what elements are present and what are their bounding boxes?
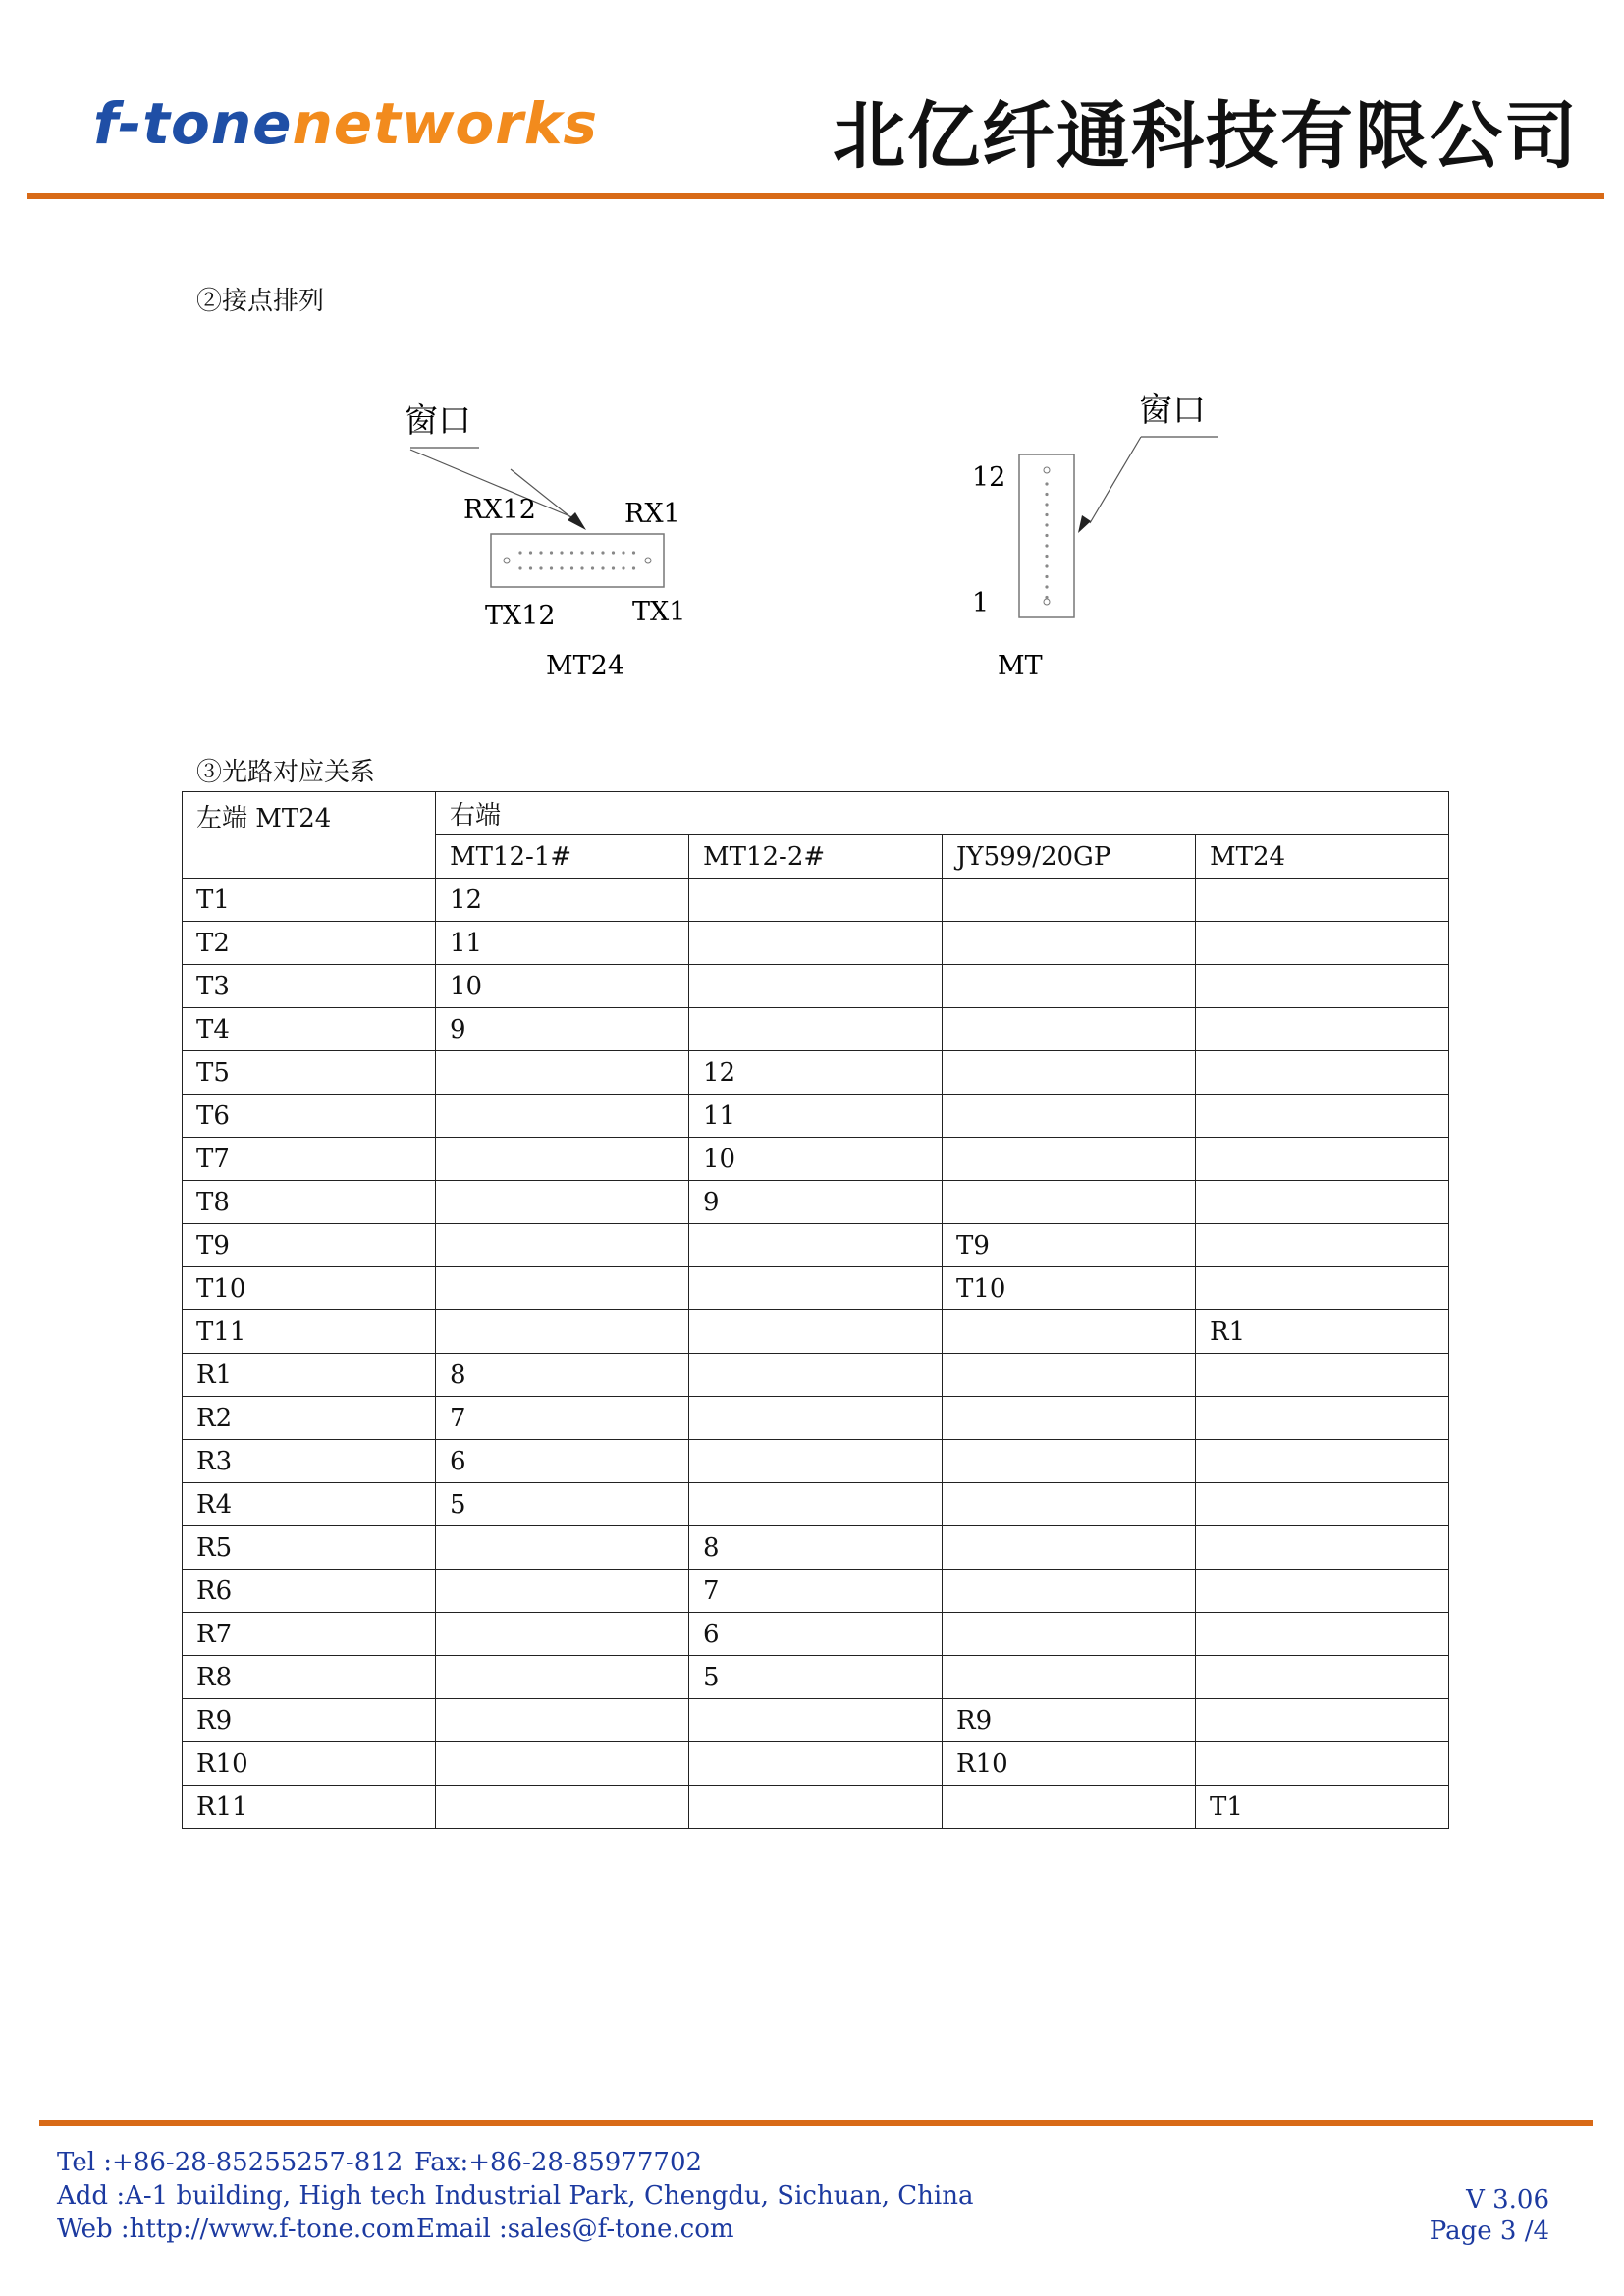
table-cell-mt12-2 [689, 1397, 943, 1440]
footer-divider [39, 2120, 1593, 2126]
table-cell-left: T1 [183, 879, 436, 922]
table-cell-mt24 [1196, 1224, 1449, 1267]
table-cell-mt12-1 [436, 1742, 689, 1786]
table-cell-mt24 [1196, 879, 1449, 922]
table-cell-mt24 [1196, 1181, 1449, 1224]
mt-fiber-dot [1045, 534, 1048, 537]
optical-mapping-table [182, 791, 1449, 1829]
table-cell-left: R1 [183, 1354, 436, 1397]
mt24-fiber-dot [632, 551, 635, 554]
table-cell-left: T2 [183, 922, 436, 965]
table-row [183, 1354, 1449, 1397]
table-cell-mt12-1 [436, 1570, 689, 1613]
table-row [183, 879, 1449, 922]
mt24-label-tx12: TX12 [485, 601, 556, 631]
table-row [183, 1613, 1449, 1656]
table-cell-mt24 [1196, 1656, 1449, 1699]
table-cell-mt24 [1196, 1440, 1449, 1483]
mt24-fiber-dot [622, 566, 624, 569]
table-cell-left: R5 [183, 1526, 436, 1570]
table-cell-mt12-1: 6 [436, 1440, 689, 1483]
mt24-fiber-dot [591, 566, 594, 569]
table-cell-left: T5 [183, 1051, 436, 1095]
mt24-name-label: MT24 [546, 651, 625, 681]
mt-window-leader [1090, 437, 1141, 523]
mt-fiber-dot [1045, 493, 1048, 496]
mt24-connector-diagram [393, 383, 717, 697]
mt-fiber-dot [1045, 575, 1048, 578]
table-cell-mt12-1: 9 [436, 1008, 689, 1051]
table-row [183, 1138, 1449, 1181]
mt24-fiber-dot [580, 551, 583, 554]
table-row [183, 1181, 1449, 1224]
table-row [183, 1267, 1449, 1310]
mt24-fiber-dot [560, 551, 563, 554]
mt24-label-rx1: RX1 [624, 499, 680, 529]
mt24-fiber-dot [601, 551, 604, 554]
table-cell-mt12-2 [689, 1440, 943, 1483]
column-header-jy599: JY599/20GP [943, 835, 1196, 879]
mt-fiber-dot [1045, 564, 1048, 567]
table-row [183, 1570, 1449, 1613]
table-row [183, 1786, 1449, 1829]
table-cell-mt12-1 [436, 1267, 689, 1310]
table-row [183, 1224, 1449, 1267]
table-row [183, 922, 1449, 965]
table-row [183, 1440, 1449, 1483]
table-cell-mt12-1 [436, 1181, 689, 1224]
section-title-optical-mapping: ③光路对应关系 [196, 758, 376, 787]
table-cell-jy599 [943, 1570, 1196, 1613]
table-row [183, 1526, 1449, 1570]
mt-fiber-dot [1045, 503, 1048, 506]
table-row [183, 1483, 1449, 1526]
table-cell-jy599 [943, 1181, 1196, 1224]
table-cell-mt24 [1196, 1613, 1449, 1656]
table-cell-jy599 [943, 1656, 1196, 1699]
company-name: 北亿纤通科技有限公司 [833, 94, 1579, 179]
table-cell-jy599 [943, 1310, 1196, 1354]
table-cell-left: R2 [183, 1397, 436, 1440]
mt24-fiber-dot [580, 566, 583, 569]
logo-text-ftone: f-tone [93, 90, 293, 157]
mt24-fiber-dot [529, 566, 532, 569]
table-cell-jy599 [943, 922, 1196, 965]
table-row [183, 1008, 1449, 1051]
table-cell-mt24: R1 [1196, 1310, 1449, 1354]
table-cell-left: R7 [183, 1613, 436, 1656]
table-cell-left: R3 [183, 1440, 436, 1483]
table-cell-mt12-2: 12 [689, 1051, 943, 1095]
table-cell-left: R11 [183, 1786, 436, 1829]
mt-connector-diagram [943, 378, 1237, 692]
table-cell-mt12-1 [436, 1656, 689, 1699]
mt-window-label: 窗口 [1139, 391, 1206, 430]
mt24-fiber-dot [560, 566, 563, 569]
table-cell-mt12-2: 11 [689, 1095, 943, 1138]
mt24-fiber-dot [591, 551, 594, 554]
table-row [183, 1051, 1449, 1095]
mt24-label-rx12: RX12 [463, 495, 536, 525]
table-cell-mt24 [1196, 1570, 1449, 1613]
logo-text-networks: networks [292, 90, 598, 157]
mt-pin-label-top: 12 [972, 462, 1006, 493]
mt24-fiber-dot [570, 566, 573, 569]
table-cell-left: T4 [183, 1008, 436, 1051]
section-title-pin-arrangement: ②接点排列 [196, 287, 325, 316]
table-cell-mt12-1: 5 [436, 1483, 689, 1526]
table-cell-mt24: T1 [1196, 1786, 1449, 1829]
footer-version: V 3.06 [1466, 2185, 1549, 2215]
table-cell-left: R8 [183, 1656, 436, 1699]
table-row [183, 1742, 1449, 1786]
mt24-arrow-icon [568, 512, 586, 530]
column-header-mt12-2: MT12-2# [689, 835, 943, 879]
table-cell-mt12-2 [689, 1267, 943, 1310]
table-cell-mt12-1: 7 [436, 1397, 689, 1440]
table-cell-mt12-1: 8 [436, 1354, 689, 1397]
table-cell-mt12-2: 8 [689, 1526, 943, 1570]
table-cell-mt24 [1196, 965, 1449, 1008]
right-end-header: 右端 [436, 792, 1449, 835]
mt24-fiber-dot [539, 551, 542, 554]
table-cell-mt12-2: 9 [689, 1181, 943, 1224]
mt24-fiber-dot [601, 566, 604, 569]
table-cell-jy599 [943, 1354, 1196, 1397]
table-cell-mt12-2 [689, 1483, 943, 1526]
header-divider [27, 193, 1604, 199]
table-row [183, 1095, 1449, 1138]
footer-website-link[interactable]: Web :http://www.f-tone.com [57, 2215, 416, 2244]
table-cell-jy599: R10 [943, 1742, 1196, 1786]
table-cell-mt24 [1196, 1742, 1449, 1786]
mt-fiber-dot [1045, 482, 1048, 485]
table-cell-mt12-2 [689, 922, 943, 965]
table-cell-mt12-1 [436, 1786, 689, 1829]
table-cell-mt12-2 [689, 1008, 943, 1051]
table-cell-jy599 [943, 1138, 1196, 1181]
mt-fiber-dot [1045, 585, 1048, 588]
footer-fax: Fax:+86-28-85977702 [414, 2148, 703, 2177]
table-cell-mt24 [1196, 1051, 1449, 1095]
table-cell-mt12-2 [689, 1742, 943, 1786]
table-cell-mt12-1 [436, 1613, 689, 1656]
mt24-fiber-dot [612, 566, 615, 569]
left-end-header: 左端 MT24 [183, 792, 436, 879]
table-cell-left: R4 [183, 1483, 436, 1526]
table-cell-jy599 [943, 1786, 1196, 1829]
footer-email-link[interactable]: Email :sales@f-tone.com [416, 2215, 734, 2244]
table-cell-mt24 [1196, 1483, 1449, 1526]
table-cell-mt24 [1196, 1008, 1449, 1051]
table-cell-mt12-2: 10 [689, 1138, 943, 1181]
table-cell-mt24 [1196, 1526, 1449, 1570]
mt24-window-label: 窗口 [405, 401, 471, 441]
mt24-fiber-dot [550, 566, 553, 569]
table-cell-left: R10 [183, 1742, 436, 1786]
footer-page-number: Page 3 /4 [1429, 2216, 1549, 2246]
table-row [183, 965, 1449, 1008]
mt-name-label: MT [998, 651, 1043, 681]
table-cell-mt12-1: 10 [436, 965, 689, 1008]
mt-fiber-dot [1045, 523, 1048, 526]
table-cell-jy599 [943, 1095, 1196, 1138]
footer-address: Add :A-1 building, High tech Industrial Park, Chengdu, Sichuan, China [57, 2181, 974, 2211]
table-cell-mt12-1 [436, 1051, 689, 1095]
table-cell-mt12-1: 11 [436, 922, 689, 965]
mt24-fiber-dot [612, 551, 615, 554]
table-cell-mt12-2 [689, 1224, 943, 1267]
table-cell-mt12-1 [436, 1138, 689, 1181]
table-cell-left: R6 [183, 1570, 436, 1613]
table-cell-jy599: T10 [943, 1267, 1196, 1310]
table-cell-mt24 [1196, 1267, 1449, 1310]
mt24-fiber-dot [632, 566, 635, 569]
table-cell-jy599 [943, 1008, 1196, 1051]
mt24-fiber-dot [518, 566, 521, 569]
mt24-fiber-dot [550, 551, 553, 554]
table-row [183, 1699, 1449, 1742]
table-cell-mt12-1 [436, 1310, 689, 1354]
footer-tel: Tel :+86-28-85255257-812 [57, 2148, 404, 2177]
mt-fiber-dot [1045, 596, 1048, 599]
table-cell-jy599: T9 [943, 1224, 1196, 1267]
company-logo [93, 90, 598, 157]
table-cell-mt12-2 [689, 1699, 943, 1742]
table-cell-mt24 [1196, 1138, 1449, 1181]
table-cell-left: T10 [183, 1267, 436, 1310]
table-cell-mt24 [1196, 1095, 1449, 1138]
mt-fiber-dot [1045, 513, 1048, 516]
table-cell-left: T11 [183, 1310, 436, 1354]
table-cell-mt12-2 [689, 1786, 943, 1829]
table-cell-jy599 [943, 1051, 1196, 1095]
mt-fiber-dot [1045, 555, 1048, 558]
column-header-mt24: MT24 [1196, 835, 1449, 879]
table-row [183, 1397, 1449, 1440]
table-cell-jy599 [943, 1440, 1196, 1483]
mt24-fiber-dot [539, 566, 542, 569]
table-cell-left: R9 [183, 1699, 436, 1742]
mt24-fiber-dot [529, 551, 532, 554]
mt-pin-label-bottom: 1 [972, 588, 990, 618]
table-cell-mt12-1: 12 [436, 879, 689, 922]
column-header-mt12-1: MT12-1# [436, 835, 689, 879]
table-cell-mt24 [1196, 922, 1449, 965]
table-cell-jy599 [943, 1526, 1196, 1570]
table-cell-left: T8 [183, 1181, 436, 1224]
table-cell-jy599 [943, 965, 1196, 1008]
table-cell-left: T3 [183, 965, 436, 1008]
table-cell-left: T7 [183, 1138, 436, 1181]
table-cell-mt12-2: 6 [689, 1613, 943, 1656]
table-cell-left: T6 [183, 1095, 436, 1138]
table-cell-mt24 [1196, 1397, 1449, 1440]
table-cell-jy599 [943, 1613, 1196, 1656]
table-row [183, 1656, 1449, 1699]
table-cell-mt12-1 [436, 1526, 689, 1570]
table-cell-jy599 [943, 879, 1196, 922]
mt24-label-tx1: TX1 [632, 597, 686, 627]
mt24-fiber-dot [570, 551, 573, 554]
mt24-fiber-dot [622, 551, 624, 554]
table-cell-jy599 [943, 1397, 1196, 1440]
mt24-fiber-dot [518, 551, 521, 554]
table-cell-mt12-1 [436, 1095, 689, 1138]
table-cell-left: T9 [183, 1224, 436, 1267]
table-cell-mt12-2 [689, 879, 943, 922]
table-row [183, 1310, 1449, 1354]
table-cell-jy599 [943, 1483, 1196, 1526]
table-cell-mt12-2: 5 [689, 1656, 943, 1699]
table-cell-jy599: R9 [943, 1699, 1196, 1742]
table-cell-mt24 [1196, 1699, 1449, 1742]
table-cell-mt12-1 [436, 1699, 689, 1742]
table-cell-mt12-2 [689, 1310, 943, 1354]
table-cell-mt24 [1196, 1354, 1449, 1397]
table-cell-mt12-2 [689, 965, 943, 1008]
mt24-ferrule-body [491, 534, 664, 587]
table-cell-mt12-2 [689, 1354, 943, 1397]
mt-arrow-icon [1078, 515, 1091, 533]
table-cell-mt12-2: 7 [689, 1570, 943, 1613]
mt-fiber-dot [1045, 544, 1048, 547]
table-header-row [183, 792, 1449, 835]
table-cell-mt12-1 [436, 1224, 689, 1267]
